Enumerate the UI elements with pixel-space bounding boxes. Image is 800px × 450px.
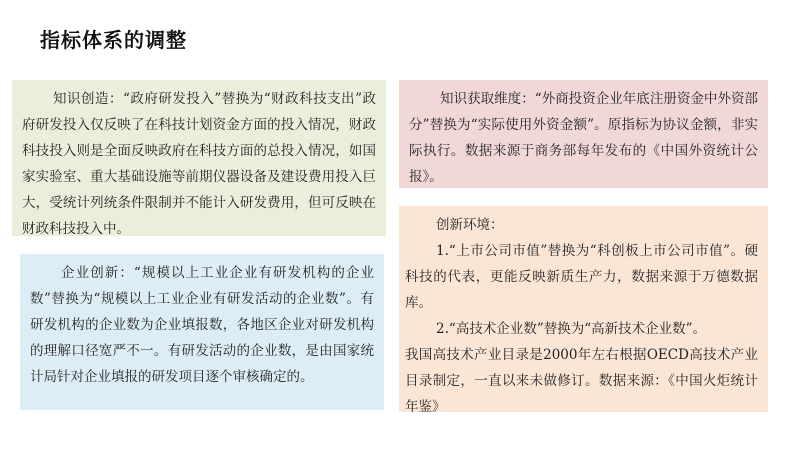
enterprise-innovation-box <box>20 254 384 410</box>
innovation-environment-heading: 创新环境： <box>436 217 504 233</box>
innovation-environment-box <box>399 206 768 415</box>
knowledge-creation-text: 知识创造：“政府研发投入”替换为“财政科技支出”政府研发投入仅反映了在科技计划资金方面的投入情况，财政科技投入则是全面反映政府在科技方面的总投入情况，如国家实验室、重大基础设施等前期仪器设备及建设费用投入巨大，受统计列统条件限制并不能计入研发费用，但可反映在财政科技投入中。 <box>22 91 376 237</box>
knowledge-acquisition-text: 知识获取维度：“外商投资企业年底注册资金中外资部分”替换为“实际使用外资金额”。原指标为协议金额，非实际执行。数据来源于商务部每年发布的《中国外资统计公报》。 <box>409 91 758 185</box>
innovation-environment-item-2: 2.“高技术企业数”替换为“高新技术企业数”。 <box>436 321 707 337</box>
knowledge-acquisition-box <box>399 80 768 188</box>
innovation-environment-item-2-detail: 我国高技术产业目录是2000年左右根据OECD高技术产业目录制定，一直以来未做修订。数据来源：《中国火炬统计年鉴》 <box>405 347 758 415</box>
knowledge-creation-box <box>12 80 386 236</box>
enterprise-innovation-text: 企业创新：“规模以上工业企业有研发机构的企业数”替换为“规模以上工业企业有研发活动的企业数”。有研发机构的企业数为企业填报数，各地区企业对研发机构的理解口径宽严不一。有研发活动的企业数，是由国家统计局针对企业填报的研发项目逐个审核确定的。 <box>30 265 374 385</box>
page-title: 指标体系的调整 <box>40 28 187 52</box>
innovation-environment-item-1: 1.“上市公司市值”替换为“科创板上市公司市值”。硬科技的代表，更能反映新质生产力，数据来源于万德数据库。 <box>405 243 758 311</box>
